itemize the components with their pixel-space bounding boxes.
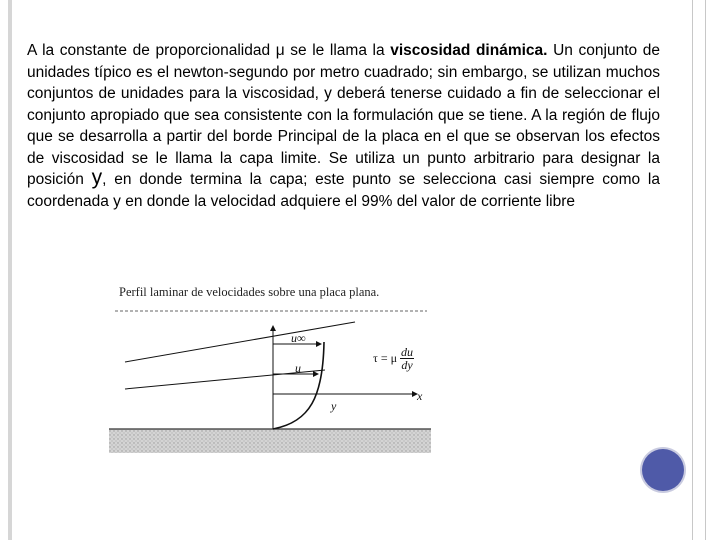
tau-equals-mu: τ = μ — [373, 351, 398, 365]
velocity-profile-figure — [105, 282, 435, 454]
velocity-profile-curve — [273, 342, 324, 429]
paragraph-text-2: Un conjunto de unidades típico es el newton-segundo por metro cuadrado; sin embargo, se utilizan muchos conjuntos de unidades para la viscosidad, y deberá tenerse cuidado a fin de seleccionar el conjunto apropiado que sea consistente con la formulación que se tiene. A la región de flujo que se desarrolla a partir del borde Principal de la placa en el que se observan los efectos de viscosidad se le llama la capa limite. Se utiliza un punto arbitrario para designar la posición — [27, 42, 660, 188]
plate-surface — [109, 429, 431, 453]
y-symbol: y — [91, 166, 103, 189]
figure-title: Perfil laminar de velocidades sobre una placa plana. — [119, 285, 380, 299]
page-right-border — [692, 0, 706, 540]
derivative-fraction — [400, 346, 414, 371]
slide-nav-circle[interactable] — [642, 449, 684, 491]
page-left-border — [8, 0, 12, 540]
paragraph-text-1: A la constante de proporcionalidad μ se le llama la — [27, 42, 391, 59]
y-axis-label: y — [331, 399, 337, 413]
paragraph-text-3: , en donde termina la capa; este punto se selecciona casi siempre como la coordenada y en donde la velocidad adquiere el 99% del valor de corriente libre — [27, 171, 660, 210]
derivative-numerator: du — [401, 345, 414, 359]
derivative-denominator: dy — [401, 358, 413, 372]
body-paragraph — [27, 40, 660, 212]
u-label: u — [295, 361, 301, 375]
x-axis-label: x — [417, 389, 423, 403]
term-viscosidad-dinamica: viscosidad dinámica. — [390, 42, 548, 59]
slope-line-upper — [125, 322, 355, 362]
u-inf-label: u∞ — [291, 331, 306, 345]
shear-stress-equation — [373, 346, 414, 371]
